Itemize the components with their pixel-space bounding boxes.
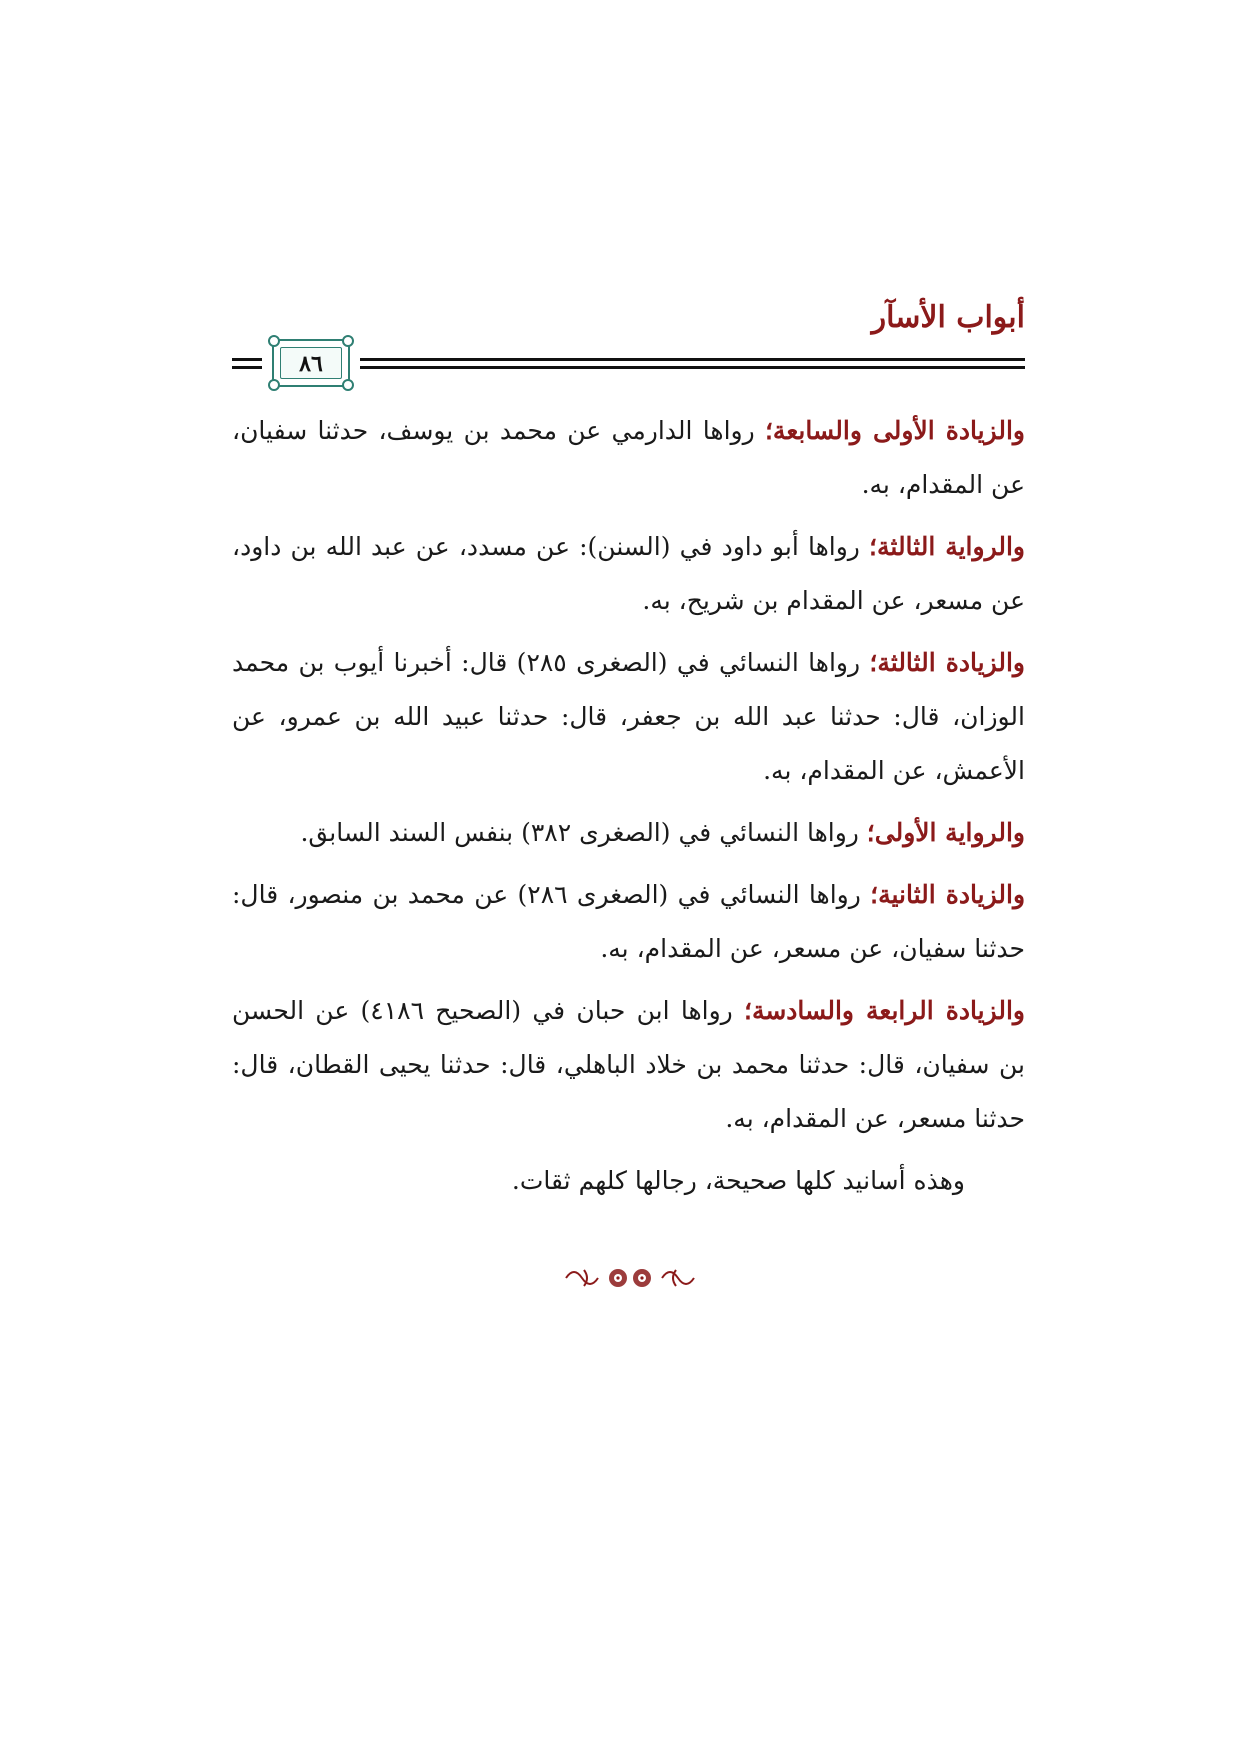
page-number-frame <box>272 339 350 387</box>
paragraph <box>232 984 1025 1146</box>
paragraph-lead: والزيادة الأولى والسابعة؛ <box>764 416 1025 445</box>
paragraph-text: رواها النسائي في (الصغرى ٢٨٦) عن محمد بن منصور، قال: حدثنا سفيان، عن مسعر، عن المقدام، به. <box>232 880 1025 963</box>
book-title: أبواب الأسآر <box>871 300 1025 335</box>
paragraph-text: رواها النسائي في (الصغرى ٢٨٥) قال: أخبرنا أيوب بن محمد الوزان، قال: حدثنا عبد الله بن جعفر، قال: حدثنا عبيد الله بن عمرو، عن الأعمش، عن المقدام، به. <box>232 648 1025 785</box>
frame-corner-ornament <box>342 379 354 391</box>
paragraph <box>232 520 1025 628</box>
frame-corner-ornament <box>268 379 280 391</box>
closing-paragraph: وهذه أسانيد كلها صحيحة، رجالها كلهم ثقات. <box>511 1166 965 1195</box>
paragraph-lead: والزيادة الثانية؛ <box>870 880 1026 909</box>
paragraph-lead: والرواية الثالثة؛ <box>869 532 1025 561</box>
paragraph-text: رواها النسائي في (الصغرى ٣٨٢) بنفس السند السابق. <box>300 818 867 847</box>
header-rule-top <box>360 358 1025 361</box>
paragraph <box>232 868 1025 976</box>
paragraph-text: رواها أبو داود في (السنن): عن مسدد، عن عبد الله بن داود، عن مسعر، عن المقدام بن شريح، به. <box>232 532 1025 615</box>
paragraph <box>232 636 1025 798</box>
paragraph-lead: والرواية الأولى؛ <box>866 818 1025 847</box>
page-number: ٨٦ <box>280 347 342 379</box>
paragraph <box>232 806 1025 860</box>
header-rule-bottom <box>360 366 1025 369</box>
header-rule-left-top <box>232 358 262 361</box>
paragraph-lead: والزيادة الرابعة والسادسة؛ <box>744 996 1025 1025</box>
paragraph-text: رواها ابن حبان في (الصحيح ٤١٨٦) عن الحسن بن سفيان، قال: حدثنا محمد بن خلاد الباهلي، قال: حدثنا يحيى القطان، قال: حدثنا مسعر، عن المقدام، به. <box>232 996 1025 1133</box>
header-rule-left-bottom <box>232 366 262 369</box>
page-body <box>232 404 1025 1216</box>
paragraph <box>232 404 1025 512</box>
frame-corner-ornament <box>268 335 280 347</box>
paragraph-lead: والزيادة الثالثة؛ <box>869 648 1026 677</box>
paragraph-text: رواها الدارمي عن محمد بن يوسف، حدثنا سفيان، عن المقدام، به. <box>232 416 1025 499</box>
page-header <box>232 300 1025 390</box>
section-end-ornament-icon <box>560 1258 700 1298</box>
frame-corner-ornament <box>342 335 354 347</box>
